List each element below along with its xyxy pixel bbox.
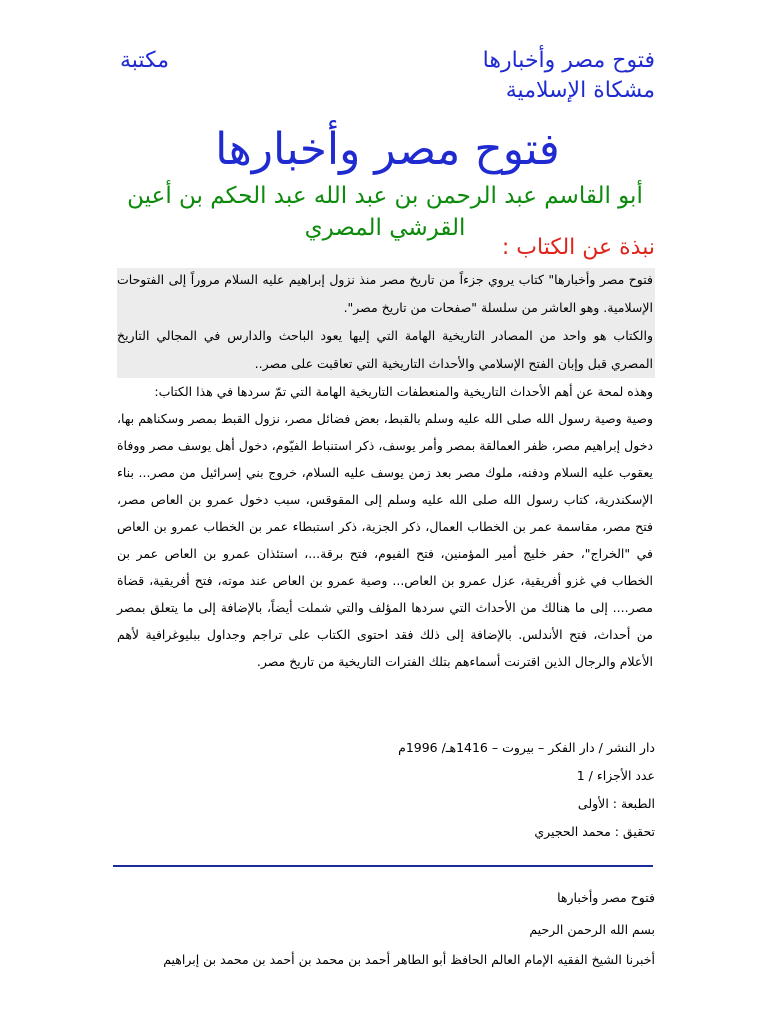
intro-paragraph-2: والكتاب هو واحد من المصادر التاريخية الهامة التي إليها يعود الباحث والدارس في المجالي التاريخ المصري قبل وإبان الفتح الإسلامي والأحداث التاريخية التي تعاقبت على مصر.. xyxy=(117,328,653,371)
basmala: بسم الله الرحمن الرحيم xyxy=(529,922,655,937)
header-book-title: فتوح مصر وأخبارها xyxy=(482,48,655,73)
events-paragraph xyxy=(117,378,653,675)
footer-book-title: فتوح مصر وأخبارها xyxy=(557,890,655,905)
book-author: أبو القاسم عبد الرحمن بن عبد الله عبد الحكم بن أعين القرشي المصري xyxy=(127,183,643,241)
section-divider xyxy=(113,865,653,867)
header-library-label xyxy=(120,46,240,76)
book-title: فتوح مصر وأخبارها xyxy=(215,124,560,175)
page-header xyxy=(120,46,655,110)
intro-paragraph-1: فتوح مصر وأخبارها" كتاب يروي جزءاً من تاريخ مصر منذ نزول إبراهيم عليه السلام مروراً إلى الفتوحات الإسلامية. وهو العاشر من سلسلة "صفحات من تاريخ مصر". xyxy=(117,272,653,315)
header-library-name: مشكاة الإسلامية xyxy=(505,78,655,103)
editor-info: تحقيق : محمد الحجيري xyxy=(534,824,655,839)
events-intro: وهذه لمحة عن أهم الأحداث التاريخية والمنعطفات التاريخية الهامة التي تمّ سردها في هذا الكتاب: xyxy=(154,384,653,399)
about-book-heading: نبذة عن الكتاب : xyxy=(501,235,655,260)
narration-chain: أخبرنا الشيخ الفقيه الإمام العالم الحافظ أبو الطاهر أحمد بن محمد بن أحمد بن محمد بن إبراهيم xyxy=(163,952,655,967)
edition-info: الطبعة : الأولى xyxy=(577,796,655,811)
header-library-word: مكتبة xyxy=(120,48,170,73)
events-list: وصية وصية رسول الله صلى الله عليه وسلم بالقبط، بعض فضائل مصر، نزول القبط بمصر وسكناهم بها، دخول إبراهيم مصر، ظفر العمالقة بمصر وأمر يوسف، ذكر استنباط الفيّوم، دخول أهل يوسف مصر ووفاة يعقوب عليه السلام ودفنه، ملوك مصر بعد زمن يوسف عليه السلام، خروج بني إسرائيل من مصر... بناء الإسكندرية، كتاب رسول الله صلى الله عليه وسلم إلى المقوقس، سبب دخول عمرو بن العاص مصر، فتح مصر، مقاسمة عمر بن الخطاب العمال، ذكر الجزية، ذكر استبطاء عمر بن الخطاب عمرو بن العاص في "الخراج"، حفر خليج أمير المؤمنين، فتح الفيوم، فتح برقة...، استئذان عمرو بن العاص عمر بن الخطاب في غزو أفريقية، عزل عمرو بن العاص... وصية عمرو بن العاص عند موته، فتح أفريقية، قضاة مصر.... إلى ما هنالك من الأحداث التي سردها المؤلف والتي شملت أيضاً، بالإضافة إلى ما يتعلق بمصر من أحداث، فتح الأندلس. بالإضافة إلى ذلك فقد احتوى الكتاب على تراجم وجداول ببليوغرافية لأهم الأعلام والرجال الذين اقترنت أسماءهم بتلك الفترات التاريخية من تاريخ مصر. xyxy=(117,411,653,669)
volumes-info: عدد الأجزاء / 1 xyxy=(576,768,655,783)
publisher-info: دار النشر / دار الفكر – بيروت – 1416هـ/ 1996م xyxy=(398,740,655,755)
